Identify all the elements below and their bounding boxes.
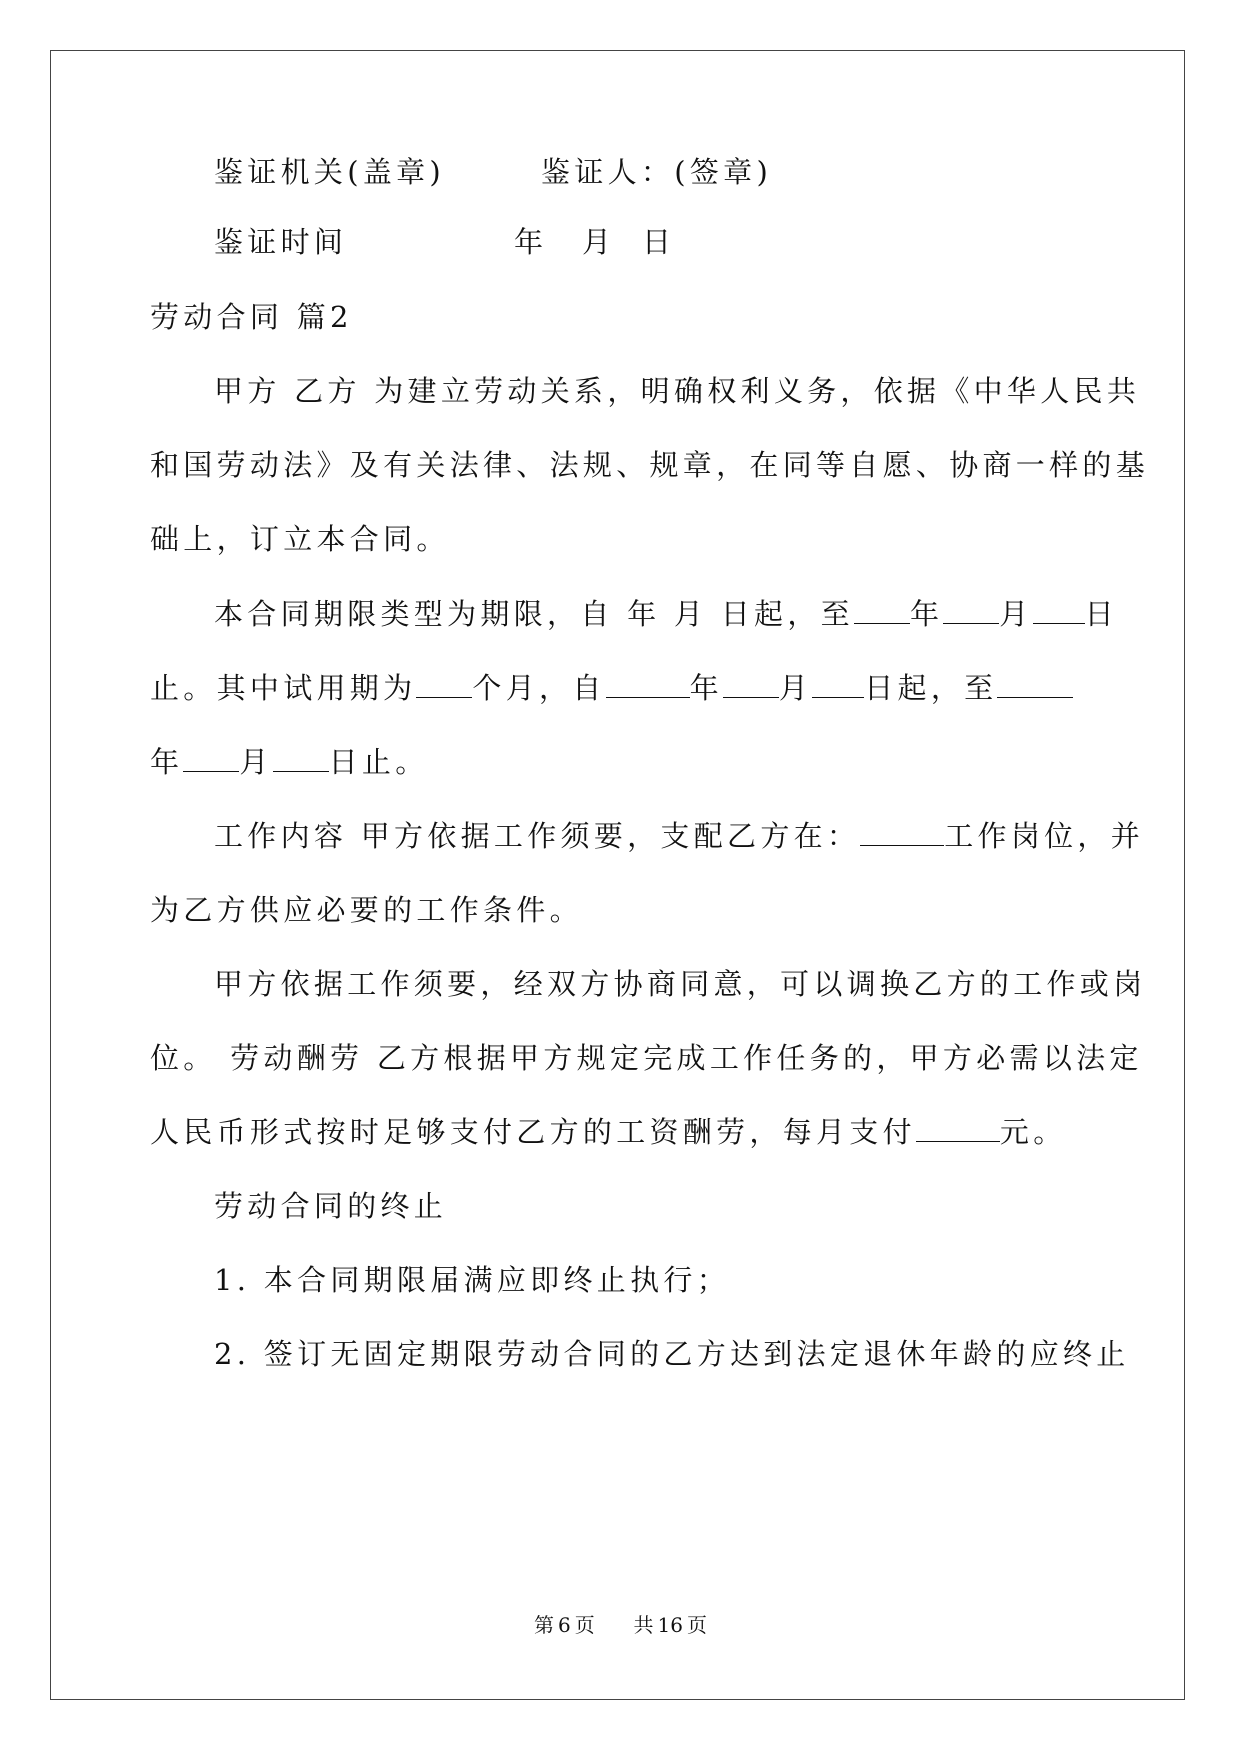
verify-line-1: [214, 152, 1159, 192]
work-line-2: 为乙方供应必要的工作条件。: [150, 893, 583, 927]
total-suffix: 页: [686, 1613, 707, 1637]
term-line-1: [214, 594, 1159, 634]
probation-start-year-blank[interactable]: [606, 669, 690, 698]
total-prefix: 共: [633, 1613, 654, 1637]
work-line-1: [214, 816, 1159, 856]
term-month: 月: [999, 597, 1033, 631]
term-text: 本合同期限类型为期限，自 年 月 日起，至: [214, 597, 854, 631]
probation-months-blank[interactable]: [416, 669, 472, 698]
year-blank[interactable]: [854, 595, 910, 624]
adjust-line-1: 甲方依据工作须要，经双方协商同意，可以调换乙方的工作或岗: [214, 967, 1147, 1001]
section-title: 劳动合同 篇2: [150, 300, 353, 334]
verify-person: 鉴证人：(签章): [541, 155, 773, 189]
termination-item-1: 1. 本合同期限届满应即终止执行；: [214, 1263, 730, 1297]
probation-year: 年: [689, 671, 723, 705]
probation-month: 月: [778, 671, 813, 705]
verify-time-label: 鉴证时间: [214, 225, 348, 259]
probation-start-day-blank[interactable]: [812, 669, 864, 698]
page-prefix: 第: [534, 1613, 555, 1637]
probation-end-text: 日止。: [328, 745, 429, 779]
intro-line-1: 甲方 乙方 为建立劳动关系，明确权利义务，依据《中华人民共: [214, 374, 1141, 408]
probation-start-month-blank[interactable]: [723, 669, 779, 698]
intro-line-2: 和国劳动法》及有关法律、法规、规章，在同等自愿、协商一样的基: [150, 448, 1150, 482]
probation-to-text: 日起，至: [864, 671, 998, 705]
verify-authority: 鉴证机关(盖章): [214, 155, 446, 189]
intro-line-3: 础上，订立本合同。: [150, 522, 450, 556]
verify-day: 日: [642, 225, 676, 259]
page-suffix: 页: [574, 1613, 595, 1637]
probation-end-day-blank[interactable]: [273, 743, 329, 772]
page-total: [632, 1613, 709, 1637]
probation-from-text: 个月，自: [472, 671, 606, 705]
verify-line-2: [214, 222, 1159, 262]
work-position-text: 工作岗位，并: [944, 819, 1145, 853]
month-blank[interactable]: [943, 595, 999, 624]
verify-year: 年: [514, 225, 548, 259]
adjust-line-3: [150, 1112, 1095, 1152]
page-number: [532, 1613, 597, 1637]
adjust-line-2: 位。 劳动酬劳 乙方根据甲方规定完成工作任务的，甲方必需以法定: [150, 1041, 1143, 1075]
pay-text: 人民币形式按时足够支付乙方的工资酬劳，每月支付: [150, 1115, 916, 1149]
probation-end-year: 年: [150, 745, 184, 779]
pay-unit: 元。: [999, 1115, 1067, 1149]
term-day: 日: [1084, 597, 1118, 631]
probation-end-month-blank[interactable]: [183, 743, 239, 772]
page-num: 6: [558, 1613, 571, 1637]
probation-end-year-blank[interactable]: [997, 669, 1073, 698]
termination-item-2: 2. 签订无固定期限劳动合同的乙方达到法定退休年龄的应终止: [214, 1337, 1130, 1371]
term-line-3: [150, 742, 1095, 782]
work-position-blank[interactable]: [860, 817, 944, 846]
term-line-2: [150, 668, 1095, 708]
termination-title: 劳动合同的终止: [214, 1189, 448, 1223]
probation-end-month: 月: [239, 745, 273, 779]
page-footer: [0, 1612, 1241, 1638]
verify-month: 月: [582, 225, 616, 259]
total-num: 16: [657, 1613, 683, 1637]
monthly-pay-blank[interactable]: [916, 1113, 1000, 1142]
probation-text: 止。其中试用期为: [150, 671, 417, 705]
term-year: 年: [909, 597, 944, 631]
work-content-text: 工作内容 甲方依据工作须要，支配乙方在：: [214, 819, 861, 853]
day-blank[interactable]: [1033, 595, 1085, 624]
